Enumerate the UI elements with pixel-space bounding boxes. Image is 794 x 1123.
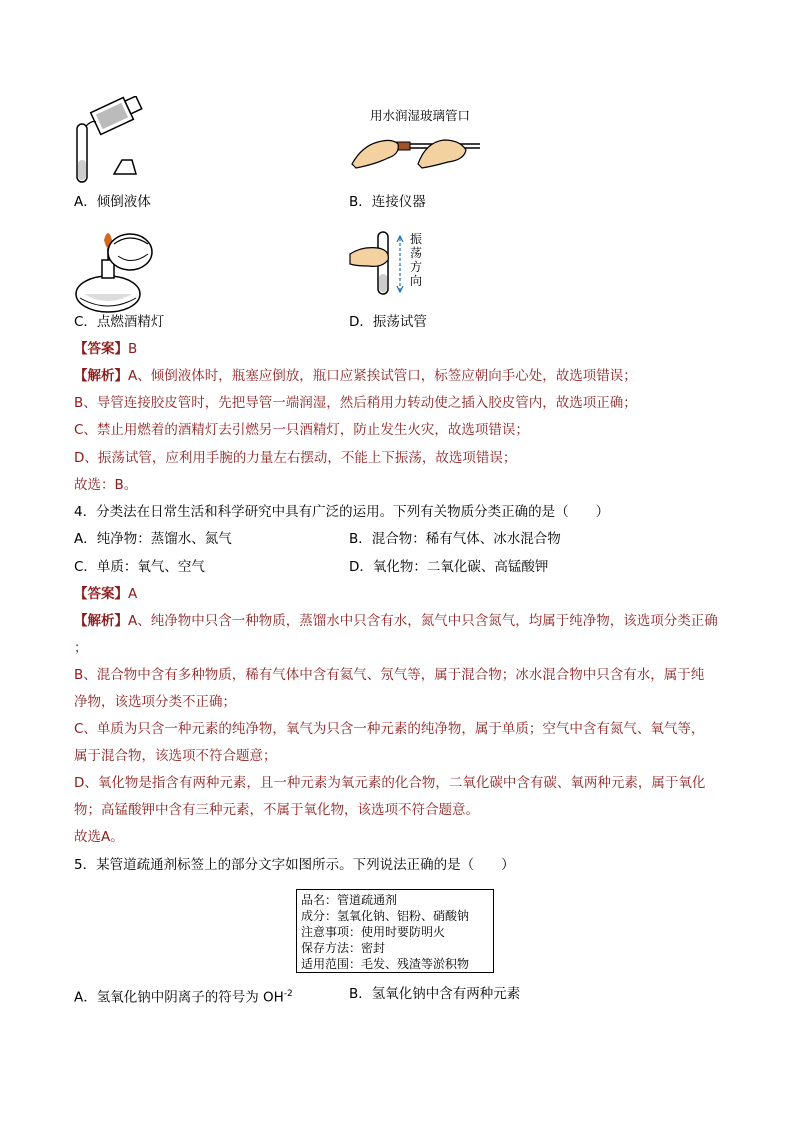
q4-analysis-line: D、氧化物是指含有两种元素，且一种元素为氧元素的化合物，二氧化碳中含有碳、氧两种元素，属于氧化 — [74, 775, 706, 791]
q4-analysis-line: 【解析】A、纯净物中只含一种物质，蒸馏水中只含有水，氮气中只含氮气，均属于纯净物，该选项分类正确 — [74, 613, 718, 629]
q3-analysis-line: 故选：B。 — [74, 477, 138, 493]
q4-option-d: D．氧化物：二氧化碳、高锰酸钾 — [349, 559, 549, 575]
q4-option-a: A．纯净物：蒸馏水、氮气 — [74, 531, 232, 547]
q3-option-a: A．倾倒液体 — [74, 194, 151, 210]
answer-value: B — [128, 341, 138, 357]
q4-stem: 4．分类法在日常生活和科学研究中具有广泛的运用。下列有关物质分类正确的是（ ） — [74, 504, 610, 520]
q5-stem: 5．某管道疏通剂标签上的部分文字如图所示。下列说法正确的是（ ） — [74, 857, 515, 873]
label-line: 成分：氢氧化钠、铝粉、硝酸钠 — [301, 909, 470, 923]
q4-answer — [74, 585, 137, 603]
q3-analysis-line: 【解析】A、倾倒液体时，瓶塞应倒放，瓶口应紧挨试管口，标签应朝向手心处，故选项错误； — [74, 368, 637, 384]
alcohol-lamp-illustration — [70, 222, 162, 316]
product-label-box — [296, 889, 494, 973]
q5-option-a: A．氢氧化钠中阴离子的符号为 $OH^{-2}$ — [74, 989, 293, 1006]
q4-analysis-line: 属于混合物，该选项不符合题意； — [74, 748, 277, 764]
label-line: 注意事项：使用时要防明火 — [301, 925, 446, 939]
answer-tag: 【答案】 — [74, 586, 128, 602]
q3-answer — [74, 340, 137, 358]
label-line: 品名：管道疏通剂 — [301, 893, 398, 907]
q3-analysis-line: C、禁止用燃着的酒精灯去引燃另一只酒精灯，防止发生火灾，故选项错误； — [74, 422, 529, 438]
answer-value: A — [128, 586, 138, 602]
q4-analysis-line: 物；高锰酸钾中含有三种元素，不属于氧化物，该选项不符合题意。 — [74, 802, 479, 818]
analysis-tag: 【解析】 — [74, 368, 128, 384]
q4-analysis-line: ； — [74, 640, 88, 656]
q3-analysis-line: D、振荡试管，应利用手腕的力量左右摆动，不能上下振荡，故选项错误； — [74, 450, 517, 466]
q3-option-c: C．点燃酒精灯 — [74, 314, 165, 330]
q4-analysis-line: 净物，该选项分类不正确； — [74, 694, 236, 710]
q4-option-c: C．单质：氧气、空气 — [74, 559, 205, 575]
q3-analysis-line: B、导管连接胶皮管时，先把导管一端润湿，然后稍用力转动使之插入胶皮管内，故选项正确； — [74, 395, 637, 411]
q5-option-b: B．氢氧化钠中含有两种元素 — [349, 986, 521, 1002]
q4-analysis-line: 故选A。 — [74, 829, 124, 845]
q4-analysis-line: B、混合物中含有多种物质，稀有气体中含有氦气、氖气等，属于混合物；冰水混合物中只含有水，属于纯 — [74, 667, 705, 683]
q4-analysis-line: C、单质为只含一种元素的纯净物，氧气为只含一种元素的纯净物，属于单质；空气中含有氮气、氧气等， — [74, 721, 705, 737]
label-line: 适用范围：毛发、残渣等淤积物 — [301, 957, 470, 971]
q3-option-b: B．连接仪器 — [349, 194, 426, 210]
pouring-liquid-illustration — [72, 96, 152, 188]
d-illustration-caption: 振荡方向 — [410, 232, 423, 288]
label-line: 保存方法：密封 — [301, 941, 386, 955]
analysis-tag: 【解析】 — [74, 613, 128, 629]
connecting-tube-illustration — [348, 124, 488, 170]
q3-option-d: D．振荡试管 — [349, 314, 427, 330]
b-illustration-caption: 用水润湿玻璃管口 — [370, 108, 471, 123]
q4-option-b: B．混合物：稀有气体、冰水混合物 — [349, 531, 561, 547]
answer-tag: 【答案】 — [74, 341, 128, 357]
shaking-test-tube-illustration — [348, 230, 404, 300]
